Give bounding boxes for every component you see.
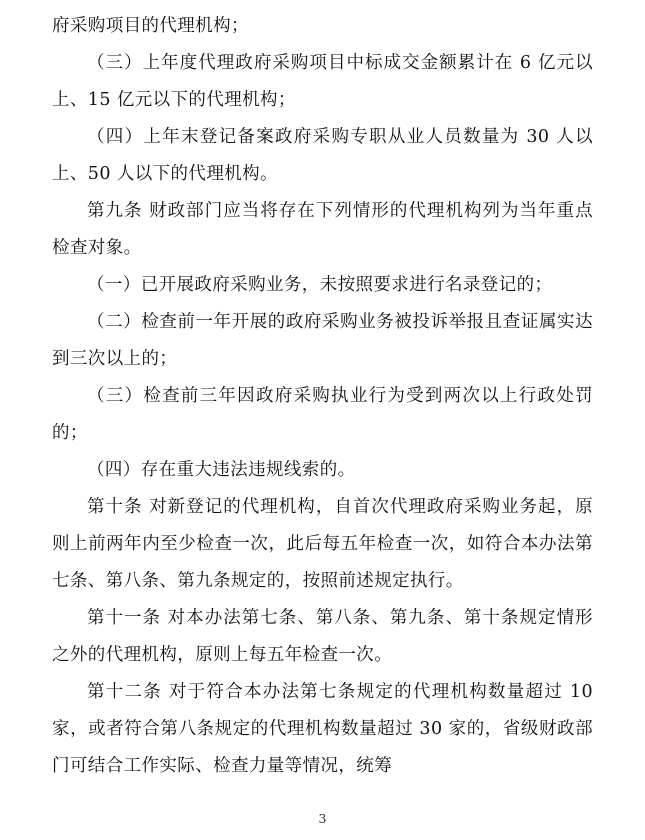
paragraph-item-3: （三）上年度代理政府采购项目中标成交金额累计在 6 亿元以上、15 亿元以下的代理机构； [52, 53, 593, 110]
paragraph-article-9-item-4: （四）存在重大违法违规线索的。 [87, 460, 356, 480]
paragraph-article-9-item-1: （一）已开展政府采购业务，未按照要求进行名录登记的； [87, 275, 553, 295]
paragraph-item-4: （四）上年末登记备案政府采购专职从业人员数量为 30 人以上、50 人以下的代理机构。 [52, 127, 593, 184]
page-number: 3 [318, 811, 327, 826]
paragraph-article-12: 第十二条 对于符合本办法第七条规定的代理机构数量超过 10 家，或者符合第八条规定的代理机构数量超过 30 家的，省级财政部门可结合工作实际、检查力量等情况，统筹 [52, 682, 593, 776]
paragraph-continuation: 府采购项目的代理机构； [52, 16, 249, 36]
paragraph-article-9-item-2: （二）检查前一年开展的政府采购业务被投诉举报且查证属实达到三次以上的； [52, 312, 593, 369]
paragraph-article-9: 第九条 财政部门应当将存在下列情形的代理机构列为当年重点检查对象。 [52, 201, 593, 258]
paragraph-article-11: 第十一条 对本办法第七条、第八条、第九条、第十条规定情形之外的代理机构，原则上每五年检查一次。 [52, 608, 593, 665]
paragraph-article-10: 第十条 对新登记的代理机构，自首次代理政府采购业务起，原则上前两年内至少检查一次，此后每五年检查一次，如符合本办法第七条、第八条、第九条规定的，按照前述规定执行。 [52, 497, 593, 591]
paragraph-article-9-item-3: （三）检查前三年因政府采购执业行为受到两次以上行政处罚的； [52, 386, 593, 443]
